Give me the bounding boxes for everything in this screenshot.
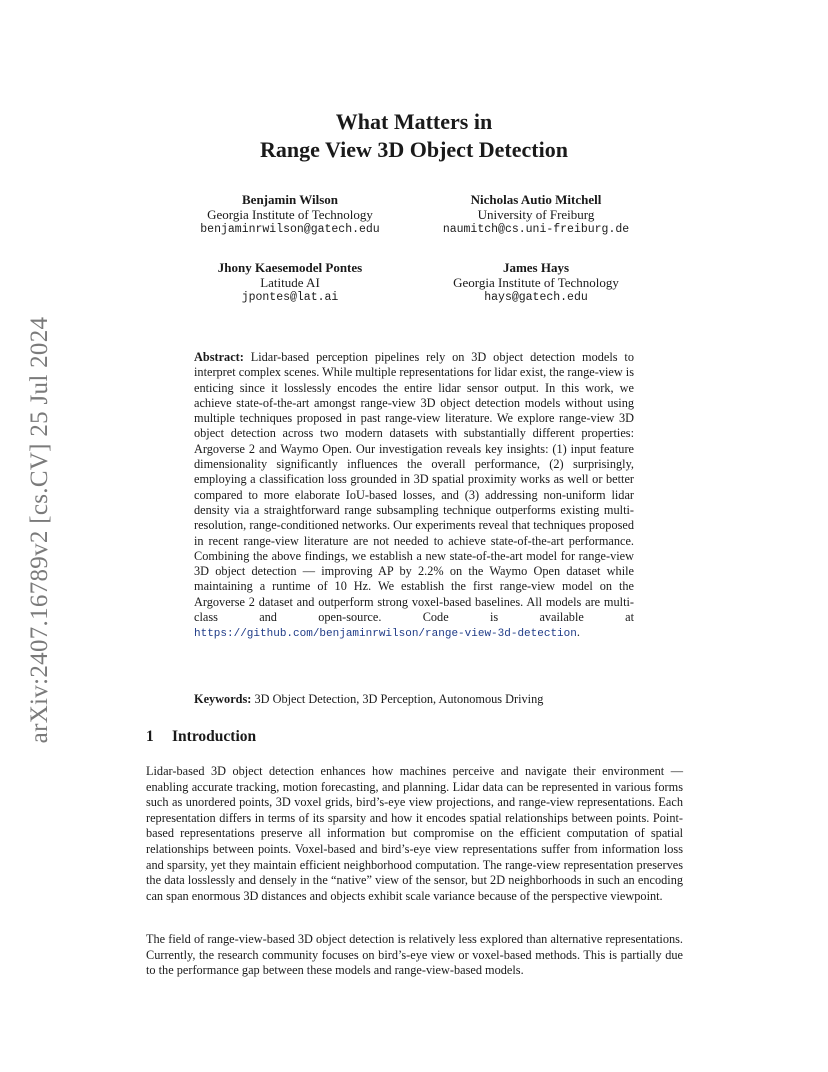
arxiv-stamp bbox=[20, 300, 60, 760]
author-affiliation: University of Freiburg bbox=[477, 207, 595, 222]
author-email[interactable]: jpontes@lat.ai bbox=[241, 291, 339, 304]
author-block bbox=[175, 192, 405, 237]
section-number: 1 bbox=[146, 728, 154, 745]
author-email[interactable]: hays@gatech.edu bbox=[484, 291, 588, 304]
intro-paragraph-2: The field of range-view-based 3D object detection is relatively less explored than alternative representations. Currently, the research community focuses on bird’s-eye view or voxel-based methods. This is partially due to the performance gap between these models and range-view-based models. bbox=[146, 932, 683, 978]
author-name: James Hays bbox=[502, 260, 570, 275]
title-line-1: What Matters in bbox=[335, 109, 493, 134]
section-title: Introduction bbox=[172, 728, 257, 745]
title-line-2: Range View 3D Object Detection bbox=[260, 137, 568, 162]
abstract-text: Lidar-based perception pipelines rely on 3D object detection models to interpret complex scenes. While multiple representations for lidar exist, the range-view is enticing since it losslessly encodes the entire lidar sensor output. In this work, we achieve state-of-the-art amongst range-view 3D object detection models without using multiple techniques proposed in past range-view literature. We explore range-view 3D object detection across two modern datasets with substantially different properties: Argoverse 2 and Waymo Open. Our investigation reveals key insights: (1) input feature dimensionality significantly influences the overall performance, (2) surprisingly, employing a classification loss grounded in 3D spatial proximity works as well or better compared to more elaborate IoU-based losses, and (3) addressing non-uniform lidar density via a straightforward range subsampling technique outperforms existing multi-resolution, range-conditioned networks. Our experiments reveal that techniques proposed in recent range-view literature are not needed to achieve state-of-the-art performance. Combining the above findings, we establish a new state-of-the-art model for range-view 3D object detection — improving AP by 2.2% on the Waymo Open dataset while maintaining a runtime of 10 Hz. We establish the first range-view model on the Argoverse 2 dataset and outperform strong voxel-based baselines. All models are multi-class and open-source. Code is available at bbox=[194, 350, 634, 625]
author-affiliation: Latitude AI bbox=[260, 275, 320, 290]
author-affiliation: Georgia Institute of Technology bbox=[207, 207, 373, 222]
abstract bbox=[194, 350, 634, 643]
author-email[interactable]: benjaminrwilson@gatech.edu bbox=[200, 223, 380, 236]
section-heading bbox=[146, 728, 256, 746]
abstract-end: . bbox=[576, 625, 580, 640]
author-block bbox=[421, 192, 651, 237]
author-affiliation: Georgia Institute of Technology bbox=[453, 275, 619, 290]
intro-paragraph-1: Lidar-based 3D object detection enhances how machines perceive and navigate their environment — enabling accurate tracking, motion forecasting, and planning. Lidar data can be represented in various forms such as unordered points, 3D voxel grids, bird’s-eye view projections, and range-view representations. Each representation differs in terms of its sparsity and how it encodes spatial relationships between points. Point-based representations preserve all information but compromise on the efficient computation of spatial relationships between points. Voxel-based and bird’s-eye view representations suffer from information loss and sparsity, yet they maintain efficient neighborhood computation. The range-view representation preserves the data losslessly and densely in the “native” view of the sensor, but 2D neighborhoods in such an encoding can span enormous 3D distances and objects exhibit scale variance because of the perspective viewpoint. bbox=[146, 764, 683, 903]
author-email[interactable]: naumitch@cs.uni-freiburg.de bbox=[442, 223, 630, 236]
paper-title bbox=[0, 108, 828, 164]
code-link[interactable]: https://github.com/benjaminrwilson/range-view-3d-detection bbox=[194, 628, 577, 641]
author-name: Nicholas Autio Mitchell bbox=[470, 192, 602, 207]
author-block bbox=[175, 260, 405, 305]
author-block bbox=[421, 260, 651, 305]
keywords-label: Keywords: bbox=[194, 692, 252, 706]
author-name: Benjamin Wilson bbox=[242, 192, 338, 207]
abstract-label: Abstract: bbox=[194, 350, 244, 364]
keywords-text: 3D Object Detection, 3D Perception, Autonomous Driving bbox=[254, 692, 544, 706]
author-name: Jhony Kaesemodel Pontes bbox=[217, 260, 363, 275]
keywords bbox=[194, 692, 634, 707]
arxiv-stamp-text: arXiv:2407.16789v2 [cs.CV] 25 Jul 2024 bbox=[26, 316, 53, 744]
